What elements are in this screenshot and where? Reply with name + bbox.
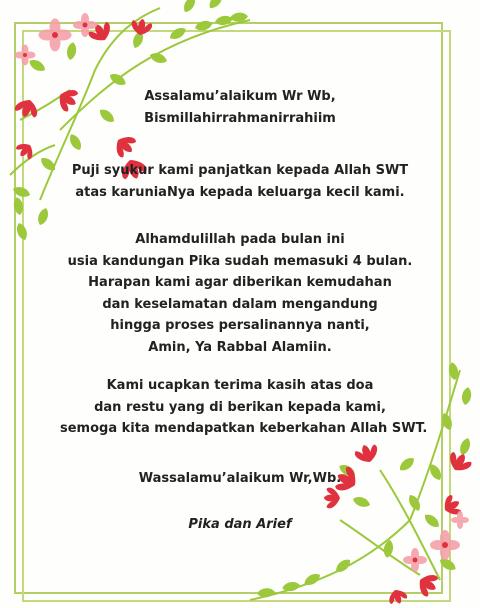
greeting-bismillah: Bismillahirrahmanirrahiim — [144, 110, 336, 126]
paragraph-line: hingga proses persalinannya nanti, — [110, 318, 370, 333]
paragraph-line: Alhamdulillah pada bulan ini — [135, 232, 345, 247]
paragraph-line: Harapan kami agar diberikan kemudahan — [88, 275, 392, 290]
paragraph-thanks — [60, 375, 428, 440]
paragraph-line: Amin, Ya Rabbal Alamiin. — [148, 339, 332, 355]
greeting-block — [60, 86, 420, 129]
paragraph-line: dan keselamatan dalam mengandung — [102, 296, 378, 312]
paragraph-line: Puji syukur kami panjatkan kepada Allah SWT — [71, 163, 409, 178]
signature: Pika dan Arief — [188, 517, 292, 532]
closing-salam: Wassalamu’alaikum Wr,Wb. — [138, 471, 342, 486]
paragraph-line: Kami ucapkan terima kasih atas doa — [106, 378, 374, 393]
paragraph-line: dan restu yang di berikan kepada kami, — [94, 399, 386, 415]
paragraph-announcement — [60, 229, 420, 358]
greeting-salam: Assalamu’alaikum Wr Wb, — [144, 89, 336, 104]
paragraph-gratitude — [60, 160, 420, 203]
paragraph-line: usia kandungan Pika sudah memasuki 4 bulan. — [67, 253, 413, 269]
paragraph-line: semoga kita mendapatkan keberkahan Allah SWT. — [60, 421, 428, 436]
paragraph-line: atas karuniaNya kepada keluarga kecil kami. — [75, 184, 405, 200]
